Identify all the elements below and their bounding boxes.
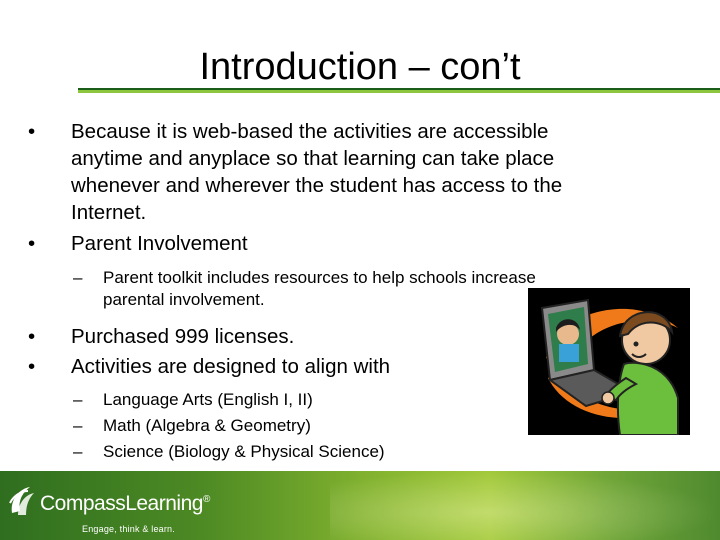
brand-text: CompassLearning	[40, 492, 203, 515]
compass-swirl-icon	[8, 483, 36, 519]
bullet-marker: •	[28, 232, 36, 255]
title-underline-accent	[78, 90, 720, 93]
bullet-marker: •	[28, 120, 36, 143]
footer-decoration	[330, 471, 720, 540]
slide-title: Introduction – con’t	[199, 46, 521, 88]
bullet-line: whenever and wherever the student has access to the	[71, 174, 563, 197]
registered-mark: ®	[202, 494, 210, 505]
brand-tagline: Engage, think & learn.	[82, 524, 175, 534]
bullet-parent-involvement	[28, 230, 708, 257]
sub-bullet-science	[28, 439, 708, 465]
sub-bullet-text: Science (Biology & Physical Science)	[103, 442, 385, 461]
bullet-line: anytime and anyplace so that learning can take place	[71, 147, 555, 170]
sub-bullet-marker: –	[73, 268, 83, 287]
bullet-line: Activities are designed to align with	[71, 355, 391, 378]
bullet-line: Internet.	[71, 201, 147, 224]
sub-bullet-text: Language Arts (English I, II)	[103, 390, 313, 409]
brand-name	[40, 492, 210, 516]
student-laptop-illustration	[528, 288, 690, 435]
sub-bullet-text: Math (Algebra & Geometry)	[103, 416, 311, 435]
bullet-line: Purchased 999 licenses.	[71, 325, 295, 348]
sub-bullet-marker: –	[73, 416, 83, 435]
bullet-marker: •	[28, 355, 36, 378]
sub-bullet-line: Parent toolkit includes resources to help schools increase	[103, 268, 536, 287]
bullet-marker: •	[28, 325, 36, 348]
sub-bullet-marker: –	[73, 390, 83, 409]
bullet-line: Because it is web-based the activities are accessible	[71, 120, 549, 143]
student-laptop-clipart	[528, 288, 690, 435]
sub-bullet-marker: –	[73, 442, 83, 461]
bullet-web-based	[28, 118, 708, 226]
bullet-line: Parent Involvement	[71, 232, 248, 255]
sub-bullet-line: parental involvement.	[103, 290, 265, 309]
